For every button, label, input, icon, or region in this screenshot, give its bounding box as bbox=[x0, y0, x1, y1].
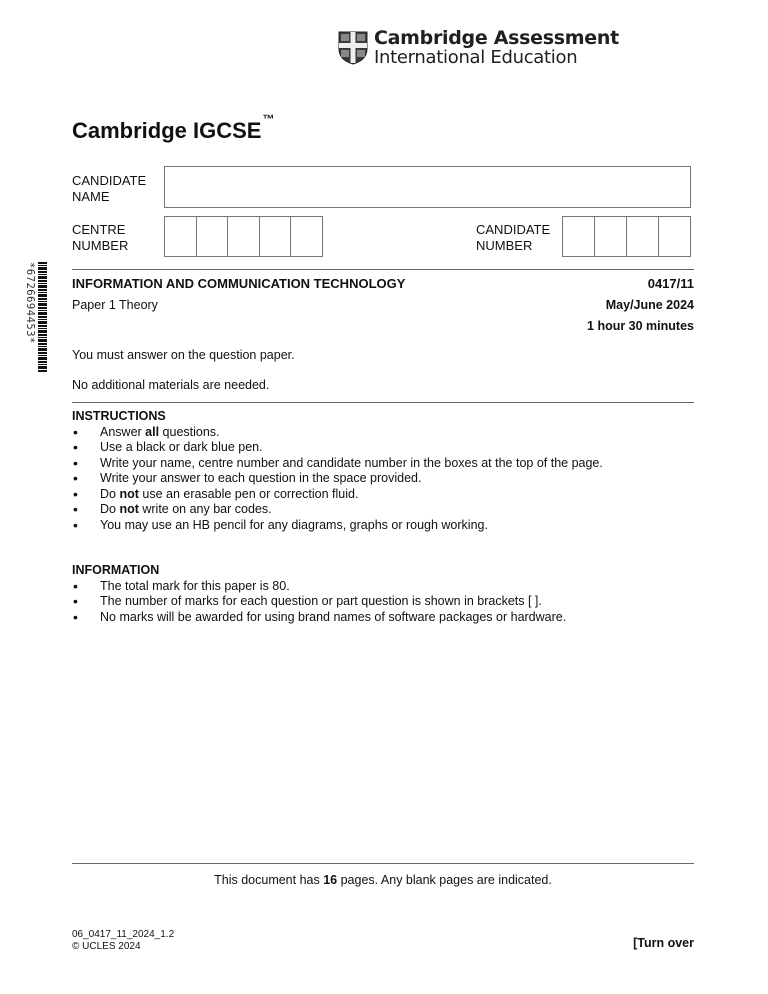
answer-note: You must answer on the question paper. bbox=[72, 348, 295, 362]
logo-line-1: Cambridge Assessment bbox=[374, 27, 619, 49]
instruction-item bbox=[72, 518, 692, 534]
cambridge-logo bbox=[338, 29, 619, 67]
text: Answer bbox=[100, 424, 146, 439]
text: write on any bar codes. bbox=[138, 502, 272, 516]
label-line: CANDIDATE bbox=[476, 222, 551, 237]
instruction-item bbox=[72, 471, 692, 487]
qualification-title bbox=[72, 112, 275, 144]
centre-number-cell[interactable] bbox=[291, 217, 322, 256]
label-line: NAME bbox=[72, 189, 110, 204]
barcode-number: *6726694453* bbox=[24, 262, 36, 344]
materials-note: No additional materials are needed. bbox=[72, 378, 270, 392]
text: Do bbox=[100, 502, 120, 516]
text: Use a black or dark blue pen. bbox=[100, 440, 263, 454]
candidate-number-cell[interactable] bbox=[595, 217, 627, 256]
document-code-block bbox=[72, 929, 174, 953]
information-heading: INFORMATION bbox=[72, 563, 160, 577]
paper-code: 0417/11 bbox=[647, 276, 694, 291]
instruction-item bbox=[72, 456, 692, 472]
label-line: NUMBER bbox=[72, 238, 129, 253]
trademark-mark: ™ bbox=[262, 112, 275, 126]
logo-line-2: International Education bbox=[374, 47, 578, 68]
crest-icon bbox=[338, 31, 368, 65]
candidate-name-field[interactable] bbox=[164, 166, 691, 208]
information-section bbox=[72, 563, 692, 625]
emphasis: not bbox=[119, 502, 139, 516]
document-code: 06_0417_11_2024_1.2 bbox=[72, 929, 175, 940]
instructions-list bbox=[72, 425, 692, 534]
centre-number-label bbox=[72, 222, 128, 254]
candidate-number-label bbox=[476, 222, 550, 254]
emphasis: not bbox=[119, 486, 139, 501]
page-count: 16 bbox=[323, 873, 338, 887]
text: pages. Any blank pages are indicated. bbox=[337, 873, 552, 887]
centre-number-cell[interactable] bbox=[228, 217, 260, 256]
instruction-item bbox=[72, 502, 692, 518]
label-line: CANDIDATE bbox=[72, 173, 147, 188]
qualification-text: Cambridge IGCSE bbox=[72, 118, 262, 143]
candidate-name-label bbox=[72, 173, 146, 205]
information-item: • The number of marks for each question or part question is shown in brackets [ ]. bbox=[72, 594, 692, 610]
text: Write your answer to each question in the space provided. bbox=[100, 471, 422, 485]
instruction-item bbox=[72, 425, 692, 441]
turn-over: [Turn over bbox=[633, 936, 694, 950]
label-line: CENTRE bbox=[72, 222, 126, 237]
candidate-number-cell[interactable] bbox=[659, 217, 690, 256]
centre-number-cell[interactable] bbox=[165, 217, 197, 256]
emphasis: all bbox=[145, 424, 160, 439]
barcode bbox=[38, 262, 47, 372]
label-line: NUMBER bbox=[476, 238, 533, 253]
instructions-heading: INSTRUCTIONS bbox=[72, 409, 166, 423]
information-list bbox=[72, 579, 692, 626]
information-item: • The total mark for this paper is 80. bbox=[72, 579, 692, 595]
instructions-section bbox=[72, 409, 692, 533]
divider bbox=[72, 863, 694, 864]
text: Do bbox=[100, 486, 120, 501]
divider bbox=[72, 269, 694, 270]
divider bbox=[72, 402, 694, 403]
text: You may use an HB pencil for any diagrams, graphs or rough working. bbox=[100, 517, 488, 532]
page-count-note bbox=[72, 873, 694, 887]
candidate-number-cell[interactable] bbox=[563, 217, 595, 256]
copyright: © UCLES 2024 bbox=[72, 941, 141, 952]
centre-number-cell[interactable] bbox=[197, 217, 229, 256]
information-item: • No marks will be awarded for using brand names of software packages or hardware. bbox=[72, 610, 692, 626]
instruction-item bbox=[72, 487, 692, 503]
paper-name: Paper 1 Theory bbox=[72, 298, 158, 312]
subject-title: INFORMATION AND COMMUNICATION TECHNOLOGY bbox=[72, 276, 406, 291]
candidate-number-field[interactable] bbox=[562, 216, 691, 257]
text: Write your name, centre number and candidate number in the boxes at the top of the page. bbox=[100, 455, 603, 470]
exam-duration: 1 hour 30 minutes bbox=[587, 319, 694, 333]
text: use an erasable pen or correction fluid. bbox=[138, 486, 359, 501]
exam-session: May/June 2024 bbox=[605, 298, 694, 312]
centre-number-cell[interactable] bbox=[260, 217, 292, 256]
text: This document has bbox=[214, 873, 324, 887]
text: questions. bbox=[159, 424, 220, 439]
instruction-item bbox=[72, 440, 692, 456]
candidate-number-cell[interactable] bbox=[627, 217, 659, 256]
centre-number-field[interactable] bbox=[164, 216, 323, 257]
